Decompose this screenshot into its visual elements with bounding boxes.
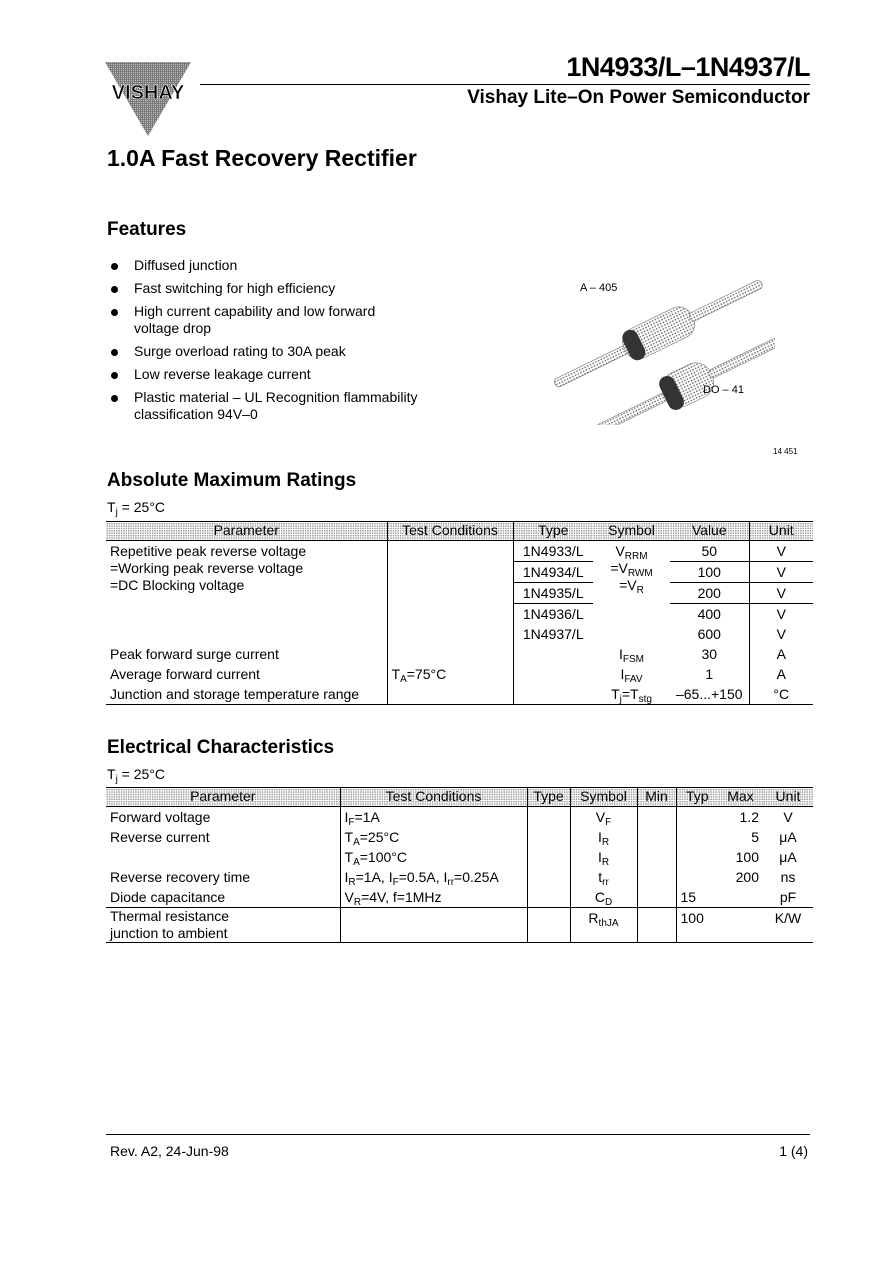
value-cell: 50	[670, 541, 749, 562]
param-cell: Reverse current	[110, 829, 210, 845]
table-row	[106, 664, 813, 684]
max-cell: 200	[735, 869, 759, 885]
unit-cell: μA	[779, 829, 797, 845]
type-cell: 1N4933/L	[513, 541, 593, 562]
features-list	[110, 257, 490, 429]
logo-text: VISHAY	[111, 82, 185, 104]
max-cell: 1.2	[739, 809, 759, 825]
label-do41: DO – 41	[703, 384, 744, 396]
table-row	[106, 541, 813, 562]
param-cell: Reverse recovery time	[110, 869, 251, 885]
table-header-row	[106, 788, 813, 807]
value-cell: –65...+150	[670, 684, 749, 705]
col-header: Test Conditions	[340, 788, 527, 807]
features-heading: Features	[107, 219, 187, 240]
feature-item: Low reverse leakage current	[110, 366, 490, 383]
unit-cell: A	[749, 664, 813, 684]
feature-item: Diffused junction	[110, 257, 490, 274]
param-cell: Thermal resistance junction to ambient	[106, 908, 340, 943]
figure-number: 14 451	[773, 447, 798, 456]
unit-cell: K/W	[763, 908, 813, 943]
symbol-cell: $t_{rr}$	[570, 867, 637, 887]
col-header: Min	[637, 788, 676, 807]
value-cell: 200	[670, 583, 749, 604]
condition-cell: $I_F=1A$	[340, 807, 527, 828]
condition-cell: $T_A=25^\circ C$	[340, 827, 527, 847]
typ-cell: 15	[676, 887, 718, 908]
condition-cell: $V_R=4V$, f=1MHz	[340, 887, 527, 908]
label-a405: A – 405	[580, 282, 618, 294]
table-row	[106, 887, 813, 908]
symbol-cell: $V_{RRM}$ $=V_{RWM}$ $=V_R$	[610, 543, 653, 596]
col-header: Unit	[749, 522, 813, 541]
symbol-cell: $I_{FSM}$	[619, 646, 644, 665]
unit-cell: ns	[780, 869, 796, 885]
unit-cell: μA	[779, 849, 797, 865]
max-cell: 5	[751, 829, 759, 845]
unit-cell: V	[749, 562, 813, 583]
col-header: Unit	[763, 788, 813, 807]
col-header: Type	[513, 522, 593, 541]
part-number-title: 1N4933/L–1N4937/L	[566, 52, 810, 82]
table-row	[106, 847, 813, 867]
unit-cell: V	[749, 624, 813, 644]
param-cell: Average forward current	[110, 666, 260, 682]
vishay-logo	[105, 62, 191, 136]
type-cell: 1N4935/L	[513, 583, 593, 604]
electrical-temp-condition: $T_j = 25^\circ C$	[107, 766, 166, 785]
table-header-row	[106, 522, 813, 541]
unit-cell: V	[749, 583, 813, 604]
param-cell: Forward voltage	[110, 809, 211, 825]
value-cell: 100	[670, 562, 749, 583]
type-cell: 1N4937/L	[513, 624, 593, 644]
condition-cell: $I_R=1A$, $I_F=0.5A$, $I_{rr}=0.25A$	[340, 867, 527, 887]
header-divider	[200, 84, 810, 85]
typ-cell: 100	[676, 908, 718, 943]
symbol-cell: $I_R$	[570, 827, 637, 847]
col-header: Symbol	[593, 522, 670, 541]
max-cell: 100	[735, 849, 759, 865]
condition-cell: $T_A=75^\circ C$	[387, 664, 513, 684]
electrical-table	[106, 787, 813, 943]
param-cell: Repetitive peak reverse voltage =Working peak reverse voltage =DC Blocking voltage	[110, 543, 307, 593]
unit-cell: V	[783, 809, 793, 825]
feature-item: Surge overload rating to 30A peak	[110, 343, 490, 360]
electrical-heading: Electrical Characteristics	[107, 737, 335, 758]
unit-cell: °C	[749, 684, 813, 705]
param-cell: Junction and storage temperature range	[106, 684, 387, 705]
symbol-cell: $R_{thJA}$	[570, 908, 637, 943]
page-number: 1 (4)	[779, 1143, 808, 1159]
table-row	[106, 644, 813, 664]
col-header: Type	[527, 788, 570, 807]
col-header: Parameter	[106, 788, 340, 807]
feature-item: Fast switching for high efficiency	[110, 280, 490, 297]
table-row	[106, 807, 813, 828]
unit-cell: V	[749, 604, 813, 625]
param-cell: Diode capacitance	[110, 889, 226, 905]
page-title: 1.0A Fast Recovery Rectifier	[107, 145, 417, 171]
unit-cell: A	[749, 644, 813, 664]
type-cell: 1N4934/L	[513, 562, 593, 583]
col-header: Parameter	[106, 522, 387, 541]
table-row	[106, 908, 813, 943]
value-cell: 600	[697, 626, 721, 642]
col-header: Test Conditions	[387, 522, 513, 541]
condition-cell: $T_A=100^\circ C$	[340, 847, 527, 867]
col-header: Value	[670, 522, 749, 541]
value-cell: 30	[701, 646, 718, 662]
param-cell: Peak forward surge current	[110, 646, 279, 662]
value-cell: 400	[697, 606, 721, 622]
unit-cell: V	[749, 541, 813, 562]
footer-divider	[106, 1134, 810, 1135]
col-header: Symbol	[570, 788, 637, 807]
symbol-cell: $V_F$	[570, 807, 637, 828]
symbol-cell: $T_j=T_{stg}$	[593, 684, 670, 705]
abs-max-heading: Absolute Maximum Ratings	[107, 470, 357, 491]
abs-max-table	[106, 521, 813, 705]
table-row	[106, 867, 813, 887]
col-header: Max	[718, 788, 763, 807]
feature-item: Plastic material – UL Recognition flammability classification 94V–0	[110, 389, 464, 423]
revision-text: Rev. A2, 24-Jun-98	[110, 1143, 229, 1159]
company-name: Vishay Lite–On Power Semiconductor	[467, 87, 810, 108]
unit-cell: pF	[779, 889, 797, 905]
value-cell: 1	[705, 666, 714, 682]
type-cell: 1N4936/L	[513, 604, 593, 625]
table-row	[106, 827, 813, 847]
abs-max-temp-condition: $T_j = 25^\circ C$	[107, 499, 166, 518]
feature-item: High current capability and low forward voltage drop	[110, 303, 404, 337]
symbol-cell: $I_R$	[570, 847, 637, 867]
col-header: Typ	[676, 788, 718, 807]
diode-package-illustration	[535, 240, 775, 425]
symbol-cell: $C_D$	[570, 887, 637, 908]
symbol-cell: $I_{FAV}$	[620, 666, 643, 685]
table-row	[106, 684, 813, 705]
